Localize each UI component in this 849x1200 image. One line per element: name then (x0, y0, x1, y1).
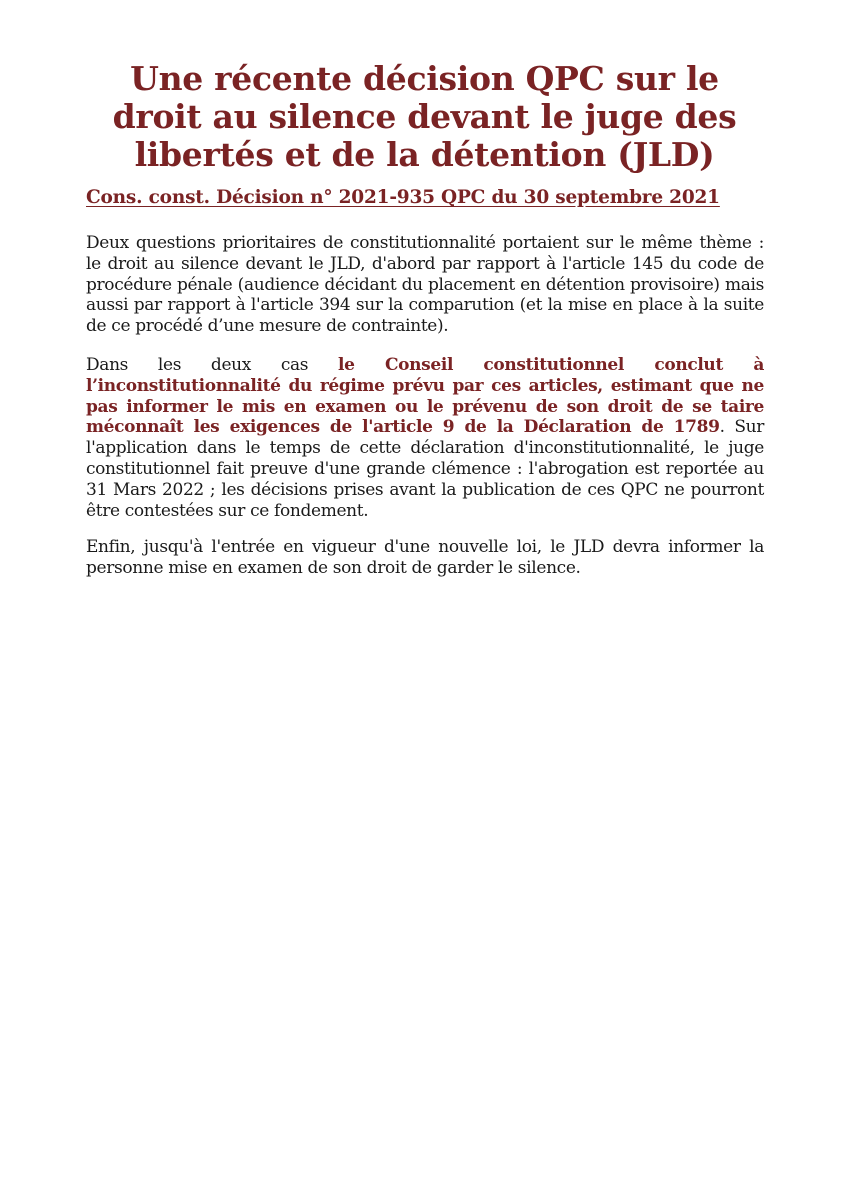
paragraph-intro: Deux questions prioritaires de constitutionnalité portaient sur le même thème : le droit au silence devant le JLD, d'abord par rapport à l'article 145 du code de procédure pénale (audience décidant du placement en détention provisoire) mais aussi par rapport à l'article 394 sur la comparution (et la mise en place à la suite de ce procédé d’une mesure de contrainte). (86, 233, 764, 337)
paragraph-conclusion: Enfin, jusqu'à l'entrée en vigueur d'une nouvelle loi, le JLD devra informer la personne mise en examen de son droit de garder le silence. (86, 537, 764, 578)
paragraph-decision-rest: . Sur l'application dans le temps de cette déclaration d'inconstitutionnalité, le juge constitutionnel fait preuve d'une grande clémence : l'abrogation est reportée au 31 Mars 2022 ; les décisions prises avant la publication de ces QPC ne pourront être contestées sur ce fondement. (86, 417, 764, 521)
paragraph-decision (86, 355, 764, 521)
decision-reference: Cons. const. Décision n° 2021-935 QPC du 30 septembre 2021 (86, 187, 720, 208)
paragraph-decision-lead: Dans les deux cas (86, 355, 339, 375)
paragraph-decision-emphasis: le Conseil constitutionnel conclut à l’inconstitutionnalité du régime prévu par ces articles, estimant que ne pas informer le mis en examen ou le prévenu de son droit de se taire méconnaît les exigences de l'article 9 de la Déclaration de 1789 (86, 355, 764, 438)
document-title: Une récente décision QPC sur le droit au silence devant le juge des libertés et de la détention (JLD) (112, 59, 737, 174)
